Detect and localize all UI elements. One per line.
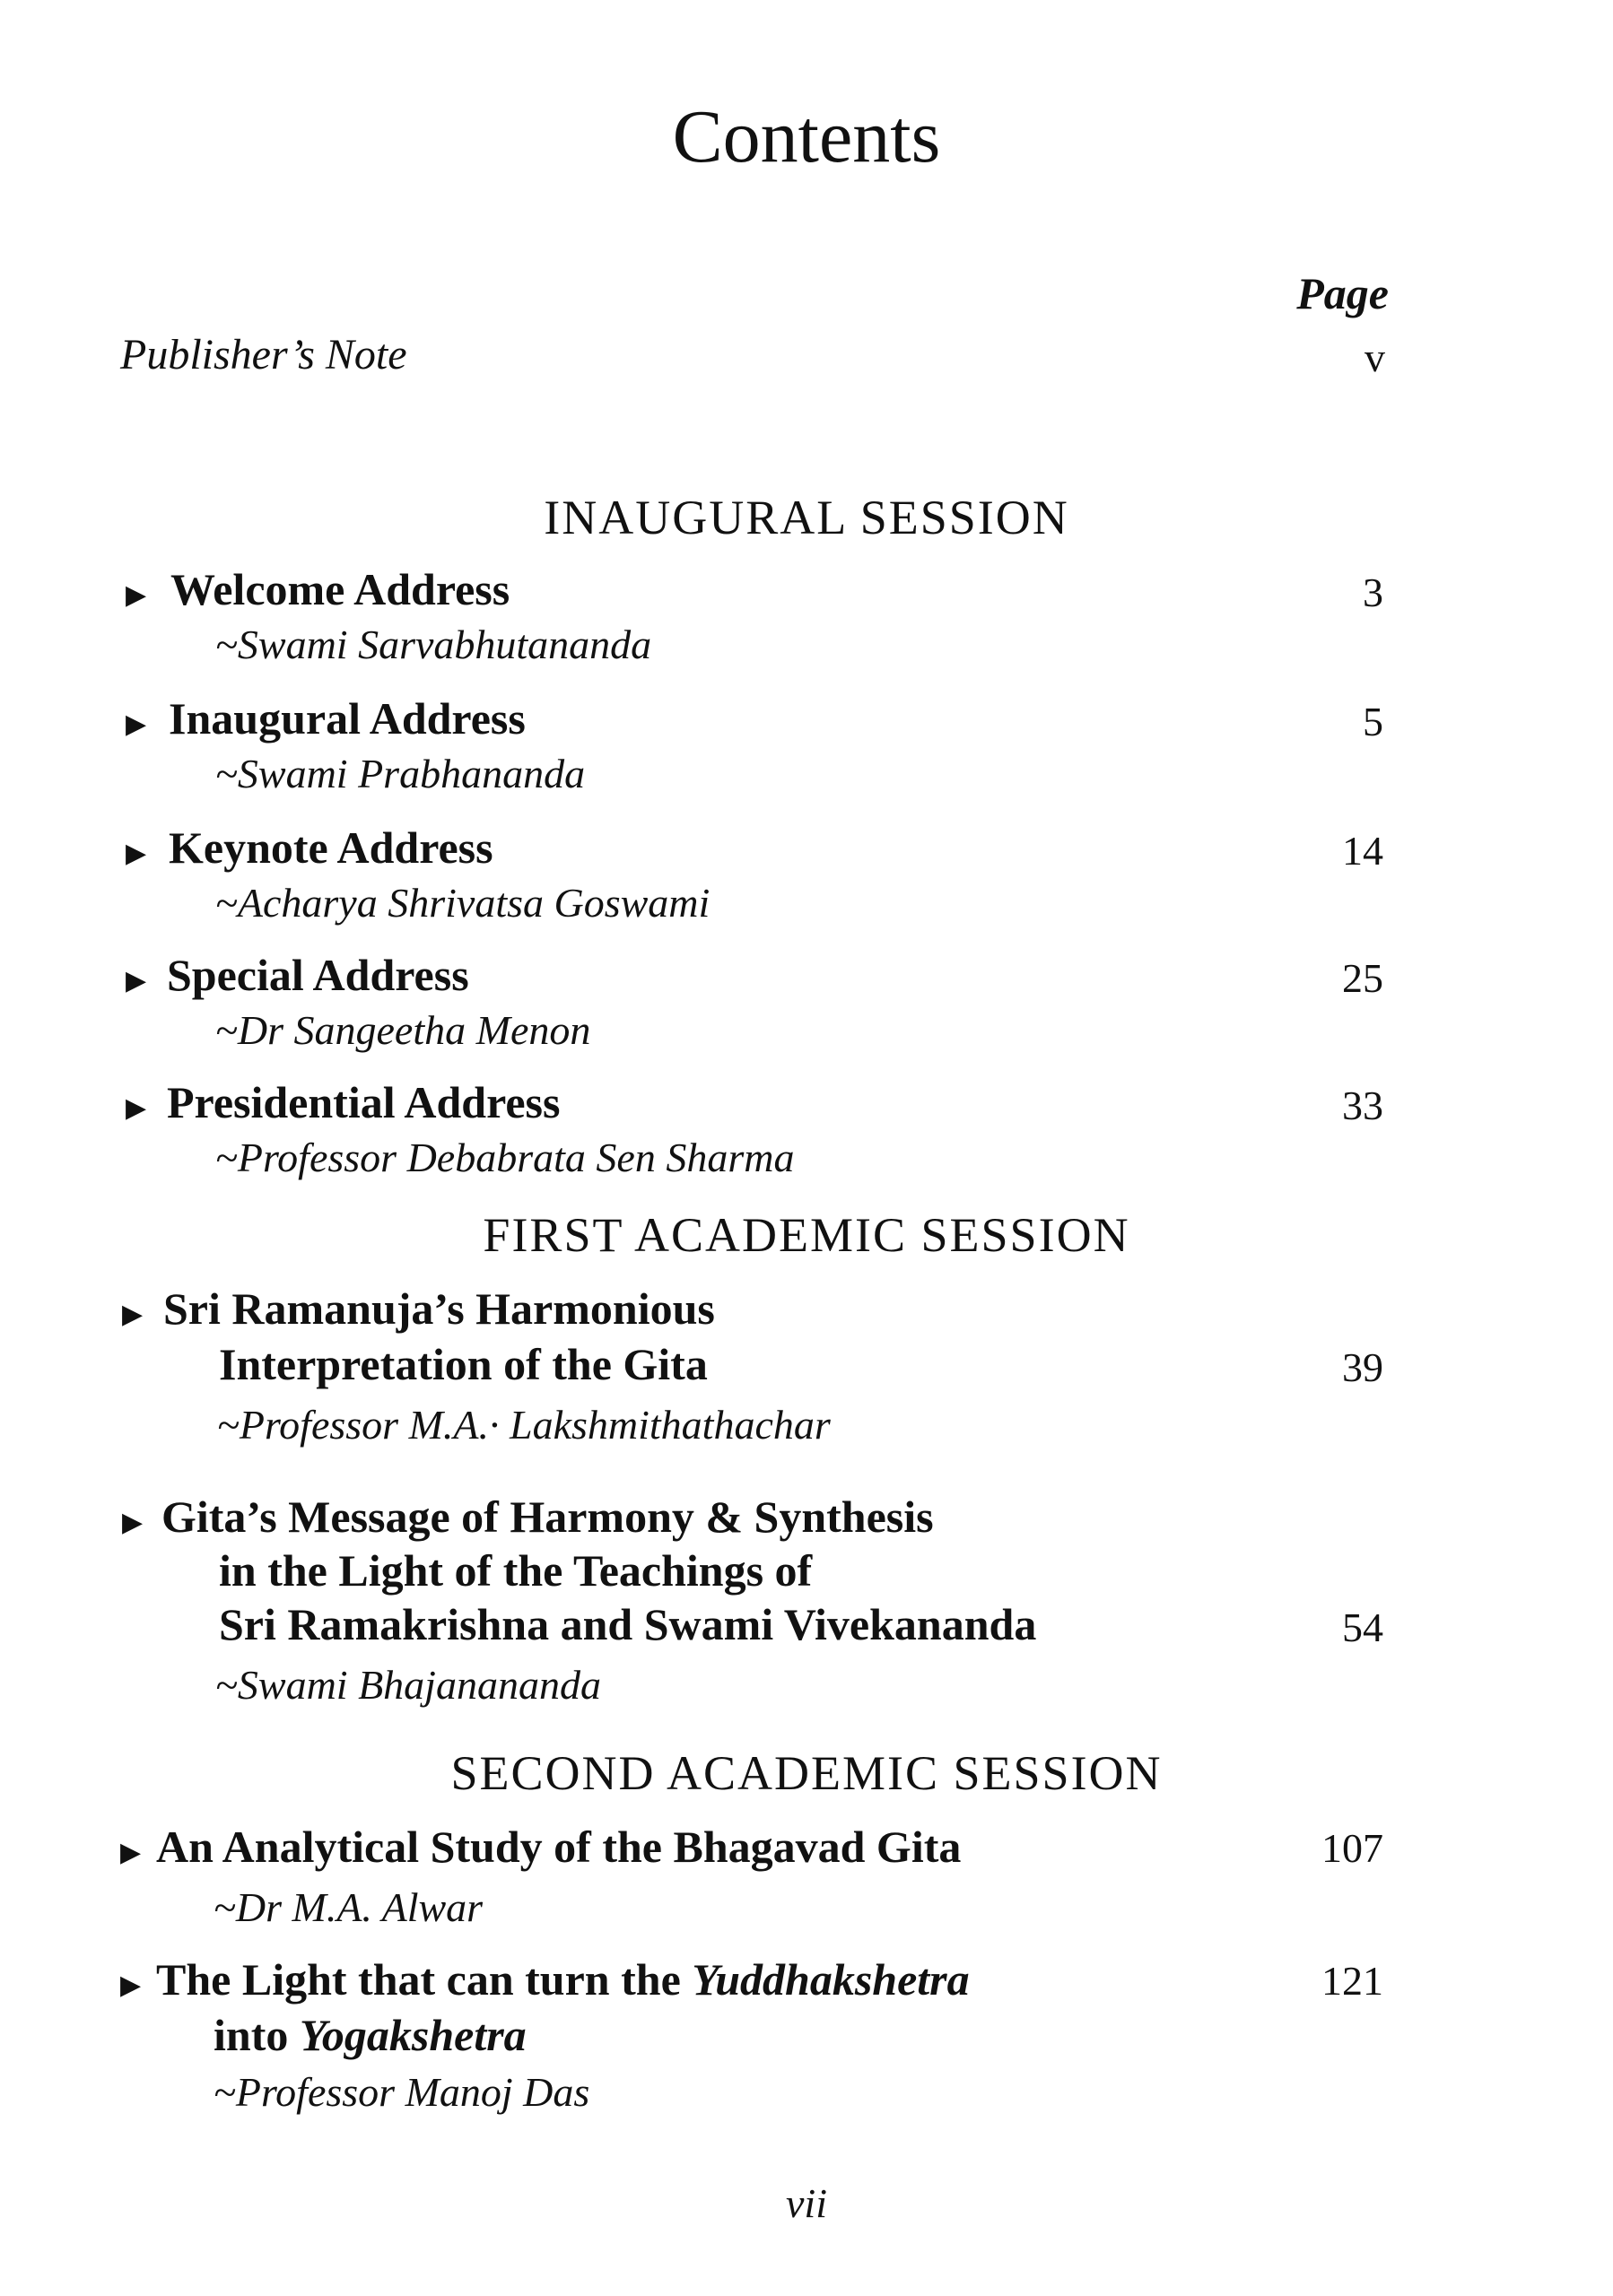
triangle-right-icon: ▶ <box>126 839 147 868</box>
triangle-right-icon: ▶ <box>120 1970 142 2000</box>
toc-entry-title[interactable]: Inaugural Address <box>169 693 526 744</box>
page-number: 5 <box>1363 699 1383 744</box>
page-number: 14 <box>1342 828 1383 874</box>
section-heading-inaugural: INAUGURAL SESSION <box>544 491 1069 544</box>
triangle-right-icon: ▶ <box>122 1508 144 1537</box>
page-number: 3 <box>1363 570 1383 615</box>
triangle-right-icon: ▶ <box>126 709 147 739</box>
toc-entry-title-line[interactable]: in the Light of the Teachings of <box>219 1545 813 1596</box>
toc-entry-title-line[interactable]: Sri Ramanuja’s Harmonious <box>163 1283 715 1334</box>
toc-entry-title[interactable] <box>156 1953 970 2005</box>
triangle-right-icon: ▶ <box>126 1093 147 1123</box>
triangle-right-icon: ▶ <box>122 1300 144 1329</box>
toc-entry-author: ~Dr M.A. Alwar <box>214 1884 484 1930</box>
title-text: The Light that can turn the <box>156 1954 693 2005</box>
section-heading-first-academic: FIRST ACADEMIC SESSION <box>483 1208 1130 1262</box>
toc-entry-author: ~Swami Sarvabhutananda <box>215 622 652 667</box>
toc-entry-author: ~Professor Debabrata Sen Sharma <box>215 1135 795 1180</box>
title-italic-term: Yogakshetra <box>299 2010 527 2060</box>
triangle-right-icon: ▶ <box>120 1838 142 1867</box>
triangle-right-icon: ▶ <box>126 966 147 996</box>
title-italic-term: Yuddhakshetra <box>692 1954 970 2005</box>
page-title: Contents <box>672 95 941 178</box>
title-text: into <box>214 2010 300 2060</box>
page-number: 121 <box>1321 1958 1383 2004</box>
page-folio: vii <box>786 2180 827 2226</box>
toc-entry-author: ~Professor M.A.· Lakshmithathachar <box>217 1402 831 1448</box>
toc-entry-title[interactable]: An Analytical Study of the Bhagavad Gita <box>156 1822 962 1872</box>
toc-entry-author: ~Acharya Shrivatsa Goswami <box>215 880 711 926</box>
toc-entry-publishers-note[interactable]: Publisher’s Note <box>120 331 407 378</box>
section-heading-second-academic: SECOND ACADEMIC SESSION <box>450 1746 1163 1800</box>
page-number: 39 <box>1342 1344 1383 1390</box>
page-number: 25 <box>1342 955 1383 1001</box>
toc-entry-title[interactable]: Keynote Address <box>169 822 493 873</box>
toc-entry-author: ~Swami Prabhananda <box>215 751 586 796</box>
toc-entry-author: ~Dr Sangeetha Menon <box>215 1007 591 1053</box>
toc-entry-title[interactable]: Presidential Address <box>167 1077 561 1127</box>
toc-entry-title-line[interactable] <box>214 2009 527 2061</box>
toc-entry-title-line[interactable]: Gita’s Message of Harmony & Synthesis <box>161 1492 934 1542</box>
toc-entry-title[interactable]: Special Address <box>167 950 469 1000</box>
page-number: v <box>1365 335 1385 380</box>
toc-entry-title-line[interactable]: Interpretation of the Gita <box>219 1339 708 1389</box>
toc-entry-author: ~Swami Bhajanananda <box>215 1662 601 1708</box>
toc-entry-title[interactable]: Welcome Address <box>170 564 510 614</box>
toc-entry-author: ~Professor Manoj Das <box>214 2069 590 2115</box>
triangle-right-icon: ▶ <box>126 580 147 610</box>
page-column-label: Page <box>1296 268 1389 318</box>
page-number: 33 <box>1342 1083 1383 1128</box>
toc-entry-title-line[interactable]: Sri Ramakrishna and Swami Vivekananda <box>219 1599 1037 1649</box>
page-number: 54 <box>1342 1605 1383 1650</box>
page-number: 107 <box>1321 1825 1383 1871</box>
